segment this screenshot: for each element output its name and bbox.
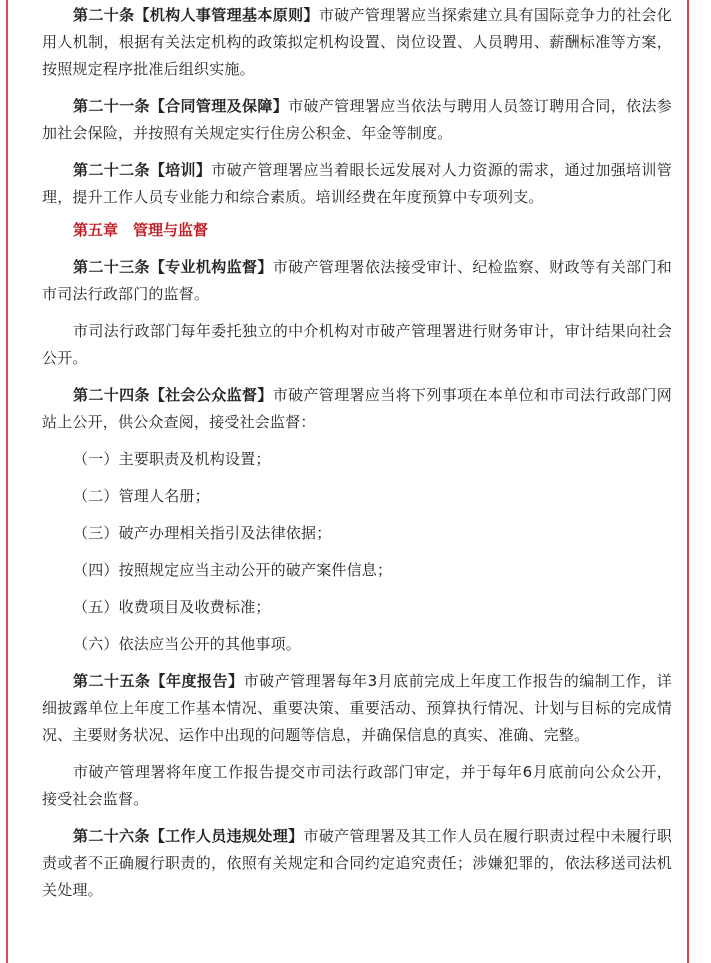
article-25-body: 市破产管理署每年3月底前完成上年度工作报告的编制工作，详细披露单位上年度工作基本情况、重要决策、重要活动、预算执行情况、计划与目标的完成情况、主要财务状况、运作中出现的问题等信息，并确保信息的真实、准确、完整。 [42, 672, 672, 744]
article-25-paragraph-2: 市破产管理署将年度工作报告提交市司法行政部门审定，并于每年6月底前向公众公开，接受社会监督。 [42, 763, 672, 808]
article-23-paragraph-2: 市司法行政部门每年委托独立的中介机构对市破产管理署进行财务审计，审计结果向社会公开。 [42, 322, 672, 367]
article-20 [42, 2, 672, 83]
article-21-body: 市破产管理署应当依法与聘用人员签订聘用合同，依法参加社会保险，并按照有关规定实行住房公积金、年金等制度。 [42, 97, 672, 142]
article-24 [42, 382, 672, 436]
article-21 [42, 93, 672, 147]
article-21-title: 第二十一条【合同管理及保障】 [73, 97, 289, 115]
list-item: （五）收费项目及收费标准； [73, 598, 271, 616]
article-22-title: 第二十二条【培训】 [73, 161, 212, 179]
list-item: （二）管理人名册； [73, 487, 210, 505]
article-26 [42, 823, 672, 904]
article-22-body: 市破产管理署应当着眼长远发展对人力资源的需求，通过加强培训管理，提升工作人员专业能力和综合素质。培训经费在年度预算中专项列支。 [42, 161, 672, 206]
document-body [42, 2, 672, 904]
list-item: （三）破产办理相关指引及法律依据； [73, 524, 332, 542]
article-22 [42, 157, 672, 211]
article-26-body: 市破产管理署及其工作人员在履行职责过程中未履行职责或者不正确履行职责的，依照有关规定和合同约定追究责任；涉嫌犯罪的，依法移送司法机关处理。 [42, 827, 672, 899]
article-20-body: 市破产管理署应当探索建立具有国际竞争力的社会化用人机制，根据有关法定机构的政策拟定机构设置、岗位设置、人员聘用、薪酬标准等方案，按照规定程序批准后组织实施。 [42, 6, 672, 78]
list-item: （六）依法应当公开的其他事项。 [73, 635, 302, 653]
article-23 [42, 254, 672, 308]
article-26-title: 第二十六条【工作人员违规处理】 [73, 827, 304, 845]
list-item: （一）主要职责及机构设置； [73, 450, 271, 468]
article-23-body: 市破产管理署依法接受审计、纪检监察、财政等有关部门和市司法行政部门的监督。 [42, 258, 672, 303]
article-23-title: 第二十三条【专业机构监督】 [73, 258, 273, 276]
article-24-title: 第二十四条【社会公众监督】 [73, 386, 273, 404]
article-25 [42, 668, 672, 749]
article-25-title: 第二十五条【年度报告】 [73, 672, 244, 690]
article-20-title: 第二十条【机构人事管理基本原则】 [73, 6, 319, 24]
article-24-body: 市破产管理署应当将下列事项在本单位和市司法行政部门网站上公开，供公众查阅，接受社会监督： [42, 386, 672, 431]
chapter-heading: 第五章 管理与监督 [73, 221, 209, 239]
list-item: （四）按照规定应当主动公开的破产案件信息； [73, 561, 393, 579]
